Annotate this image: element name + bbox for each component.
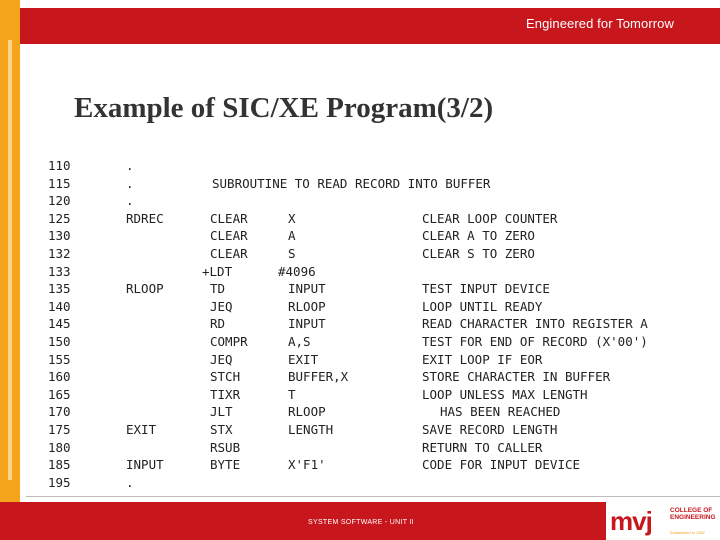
row-comment: CLEAR A TO ZERO bbox=[422, 228, 535, 244]
listing-row bbox=[26, 457, 720, 475]
row-opcode: CLEAR bbox=[210, 210, 248, 226]
row-comment: STORE CHARACTER IN BUFFER bbox=[422, 369, 611, 385]
banner-text: Engineered for Tomorrow bbox=[525, 16, 674, 31]
line-number: 110 bbox=[48, 158, 71, 173]
listing-row bbox=[26, 334, 720, 352]
row-operand: RLOOP bbox=[288, 298, 326, 314]
line-number: 145 bbox=[48, 316, 71, 332]
line-number: 160 bbox=[48, 369, 71, 385]
line-number: 135 bbox=[48, 281, 71, 297]
listing-row bbox=[26, 440, 720, 458]
logo-mark: mvj bbox=[610, 506, 652, 536]
listing-row bbox=[26, 281, 720, 299]
listing-row bbox=[26, 176, 720, 194]
row-opcode: +LDT bbox=[202, 263, 233, 279]
listing-row bbox=[26, 246, 720, 264]
logo-subtitle: Established in 1982 bbox=[670, 530, 705, 535]
row-comment: READ CHARACTER INTO REGISTER A bbox=[422, 316, 648, 332]
row-comment: TEST FOR END OF RECORD (X'00') bbox=[422, 334, 648, 349]
listing-row bbox=[26, 475, 720, 493]
listing-row bbox=[26, 158, 720, 176]
row-operand: INPUT bbox=[288, 316, 326, 332]
line-number: 133 bbox=[48, 263, 71, 279]
row-opcode: TD bbox=[210, 281, 226, 297]
line-number: 195 bbox=[48, 474, 71, 490]
listing-row bbox=[26, 387, 720, 405]
row-opcode: JLT bbox=[210, 404, 233, 420]
listing-row bbox=[26, 193, 720, 211]
row-opcode: SUBROUTINE TO READ RECORD INTO BUFFER bbox=[212, 175, 491, 191]
line-number: 132 bbox=[48, 246, 71, 261]
row-operand: LENGTH bbox=[288, 422, 334, 437]
row-operand: RLOOP bbox=[288, 404, 326, 420]
row-operand: BUFFER,X bbox=[288, 369, 349, 385]
row-opcode: JEQ bbox=[210, 298, 233, 314]
row-comment: TEST INPUT DEVICE bbox=[422, 281, 550, 297]
row-opcode: RSUB bbox=[210, 439, 241, 455]
top-banner bbox=[20, 8, 720, 44]
row-comment: CLEAR LOOP COUNTER bbox=[422, 210, 558, 226]
left-frame-strip bbox=[0, 0, 20, 502]
college-logo bbox=[606, 502, 720, 540]
listing-row bbox=[26, 422, 720, 440]
row-opcode: STCH bbox=[210, 369, 241, 385]
listing-row bbox=[26, 211, 720, 229]
footer-text: SYSTEM SOFTWARE - UNIT II bbox=[308, 519, 414, 526]
row-opcode: CLEAR bbox=[210, 228, 248, 244]
listing-row bbox=[26, 316, 720, 334]
row-operand: EXIT bbox=[288, 351, 319, 367]
line-number: 130 bbox=[48, 228, 71, 244]
row-operand: A bbox=[288, 228, 296, 244]
row-opcode: CLEAR bbox=[210, 246, 248, 261]
row-operand: #4096 bbox=[278, 263, 316, 279]
listing-row bbox=[26, 264, 720, 282]
logo-line-2: ENGINEERING bbox=[670, 514, 716, 521]
line-number: 120 bbox=[48, 193, 71, 209]
line-number: 115 bbox=[48, 175, 71, 191]
row-opcode: STX bbox=[210, 422, 233, 437]
row-operand: A,S bbox=[288, 334, 311, 349]
slide-title: Example of SIC/XE Program(3/2) bbox=[74, 92, 494, 124]
row-opcode: BYTE bbox=[210, 457, 241, 473]
row-operand: X'F1' bbox=[288, 457, 326, 473]
listing-row bbox=[26, 228, 720, 246]
row-label: INPUT bbox=[126, 457, 164, 473]
row-label: . bbox=[126, 158, 134, 173]
line-number: 175 bbox=[48, 422, 71, 437]
row-operand: INPUT bbox=[288, 281, 326, 297]
row-label: . bbox=[126, 193, 134, 209]
logo-text bbox=[670, 507, 716, 521]
logo-line-1: COLLEGE OF bbox=[670, 507, 713, 514]
row-comment: CLEAR S TO ZERO bbox=[422, 246, 535, 261]
listing-row bbox=[26, 404, 720, 422]
line-number: 170 bbox=[48, 404, 71, 420]
listing-row bbox=[26, 352, 720, 370]
row-comment: RETURN TO CALLER bbox=[422, 439, 543, 455]
program-listing bbox=[26, 150, 720, 497]
row-opcode: TIXR bbox=[210, 386, 241, 402]
listing-row bbox=[26, 369, 720, 387]
row-label: . bbox=[126, 474, 134, 490]
left-frame-highlight bbox=[8, 40, 12, 480]
row-comment: LOOP UNLESS MAX LENGTH bbox=[422, 386, 588, 402]
row-operand: S bbox=[288, 246, 296, 261]
line-number: 165 bbox=[48, 386, 71, 402]
row-comment: HAS BEEN REACHED bbox=[440, 404, 561, 420]
row-operand: X bbox=[288, 210, 296, 226]
row-label: RLOOP bbox=[126, 281, 164, 297]
row-label: EXIT bbox=[126, 422, 157, 437]
line-number: 180 bbox=[48, 439, 71, 455]
row-label: RDREC bbox=[126, 210, 164, 226]
line-number: 150 bbox=[48, 334, 71, 349]
row-opcode: COMPR bbox=[210, 334, 248, 349]
row-comment: SAVE RECORD LENGTH bbox=[422, 422, 558, 437]
row-comment: LOOP UNTIL READY bbox=[422, 298, 543, 314]
row-operand: T bbox=[288, 386, 296, 402]
line-number: 125 bbox=[48, 210, 71, 226]
row-comment: CODE FOR INPUT DEVICE bbox=[422, 457, 581, 473]
row-opcode: RD bbox=[210, 316, 226, 332]
row-label: . bbox=[126, 175, 134, 191]
line-number: 155 bbox=[48, 351, 71, 367]
listing-row bbox=[26, 299, 720, 317]
line-number: 185 bbox=[48, 457, 71, 473]
row-opcode: JEQ bbox=[210, 351, 233, 367]
row-comment: EXIT LOOP IF EOR bbox=[422, 351, 543, 367]
line-number: 140 bbox=[48, 298, 71, 314]
